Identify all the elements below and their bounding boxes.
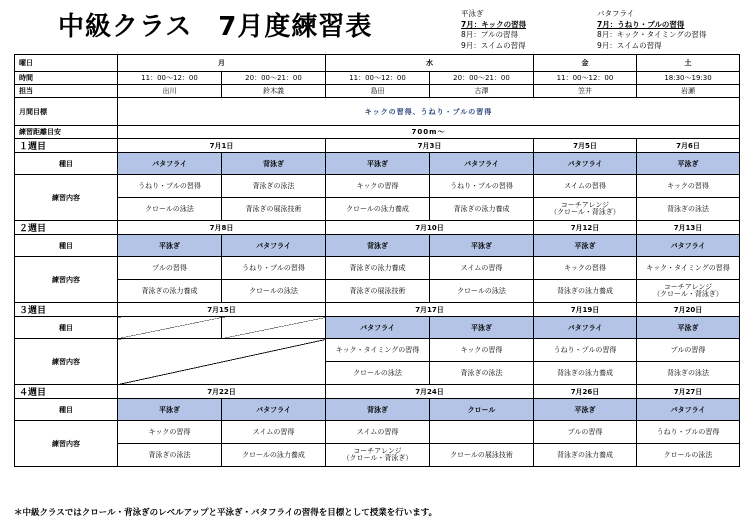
day-wednesday: 水 xyxy=(326,55,534,72)
content-cell: クロールの泳力養成 xyxy=(326,198,430,221)
content-label: 練習内容 xyxy=(15,339,118,385)
breaststroke-plan-note xyxy=(461,9,526,51)
date-cell: 7月8日 xyxy=(118,221,326,235)
goal-label: 月間目標 xyxy=(15,98,118,126)
staff-cell: 出川 xyxy=(118,85,222,98)
stroke-cell: バタフライ xyxy=(637,399,740,421)
time-cell: 20：00〜21：00 xyxy=(222,72,326,85)
stroke-cell: 平泳ぎ xyxy=(118,235,222,257)
monthly-goal: キックの習得、うねり・プルの習得 xyxy=(118,98,740,126)
staff-row xyxy=(15,85,740,98)
date-cell: 7月12日 xyxy=(534,221,637,235)
content-cell: 背泳ぎの泳法 xyxy=(430,362,534,385)
stroke-cell: 平泳ぎ xyxy=(430,317,534,339)
content-cell: クロールの泳法 xyxy=(430,280,534,303)
content-cell: スイムの習得 xyxy=(222,421,326,444)
content-row xyxy=(15,198,740,221)
date-cell: 7月19日 xyxy=(534,303,637,317)
note-line: 7月：キックの習得 xyxy=(461,19,527,29)
page-title xyxy=(58,6,372,43)
stroke-row xyxy=(15,317,740,339)
stroke-row xyxy=(15,153,740,175)
date-cell: 7月13日 xyxy=(637,221,740,235)
content-cell: 背泳ぎの泳力養成 xyxy=(430,198,534,221)
content-cell: コーチアレンジ （クロール・背泳ぎ） xyxy=(637,280,740,303)
content-cell: うねり・プルの習得 xyxy=(222,257,326,280)
stroke-cell: 平泳ぎ xyxy=(637,317,740,339)
content-cell: キックの習得 xyxy=(637,175,740,198)
content-cell: プルの習得 xyxy=(534,421,637,444)
date-cell: 7月1日 xyxy=(118,139,326,153)
stroke-label: 種目 xyxy=(15,153,118,175)
distance-target: 700m〜 xyxy=(118,126,740,139)
content-cell: クロールの泳法 xyxy=(326,362,430,385)
butterfly-plan-note xyxy=(597,9,706,51)
week-date-row xyxy=(15,385,740,399)
stroke-cell: 背泳ぎ xyxy=(326,399,430,421)
date-cell: 7月15日 xyxy=(118,303,326,317)
content-cell: 背泳ぎの展泳技術 xyxy=(222,198,326,221)
stroke-cell: バタフライ xyxy=(326,317,430,339)
time-cell: 11：00〜12：00 xyxy=(326,72,430,85)
content-label: 練習内容 xyxy=(15,175,118,221)
week-date-row xyxy=(15,139,740,153)
content-cell: コーチアレンジ （クロール・背泳ぎ） xyxy=(534,198,637,221)
stroke-cell: バタフライ xyxy=(430,153,534,175)
content-cell: 背泳ぎの泳力養成 xyxy=(534,444,637,467)
staff-cell: 島田 xyxy=(326,85,430,98)
practice-schedule-table xyxy=(14,54,740,467)
note-line: バタフライ xyxy=(597,9,635,18)
stroke-label: 種目 xyxy=(15,317,118,339)
footer-note: ＊中級クラスではクロール・背泳ぎのレベルアップと平泳ぎ・バタフライの習得を目標として授業を行います。 xyxy=(14,508,438,518)
no-class-cell xyxy=(118,317,222,339)
note-line: 8月：キック・タイミングの習得 xyxy=(597,30,707,39)
content-cell: キック・タイミングの習得 xyxy=(326,339,430,362)
content-cell: クロールの泳力養成 xyxy=(222,444,326,467)
time-cell: 18:30〜19:30 xyxy=(637,72,740,85)
note-line: 7月：うねり・プルの習得 xyxy=(597,19,685,29)
content-cell: クロールの泳法 xyxy=(222,280,326,303)
stroke-cell: 平泳ぎ xyxy=(637,153,740,175)
stroke-cell: 平泳ぎ xyxy=(534,235,637,257)
staff-cell: 鈴木義 xyxy=(222,85,326,98)
content-cell: スイムの習得 xyxy=(430,257,534,280)
date-cell: 7月22日 xyxy=(118,385,326,399)
content-cell: コーチアレンジ （クロール・背泳ぎ） xyxy=(326,444,430,467)
content-cell: 背泳ぎの泳法 xyxy=(637,362,740,385)
stroke-row xyxy=(15,235,740,257)
staff-cell: 岩瀬 xyxy=(637,85,740,98)
stroke-cell: バタフライ xyxy=(637,235,740,257)
stroke-row xyxy=(15,399,740,421)
content-cell: 背泳ぎの泳法 xyxy=(637,198,740,221)
distance-label: 練習距離目安 xyxy=(15,126,118,139)
monthly-goal-row xyxy=(15,98,740,126)
content-row xyxy=(15,339,740,362)
content-cell: キック・タイミングの習得 xyxy=(637,257,740,280)
content-label: 練習内容 xyxy=(15,257,118,303)
stroke-cell: 平泳ぎ xyxy=(326,153,430,175)
time-row xyxy=(15,72,740,85)
note-line: 9月：スイムの習得 xyxy=(461,40,526,50)
content-cell: うねり・プルの習得 xyxy=(637,421,740,444)
title-main: 中級クラス xyxy=(58,12,193,42)
content-cell: クロールの展泳技術 xyxy=(430,444,534,467)
content-row xyxy=(15,280,740,303)
content-cell: キックの習得 xyxy=(118,421,222,444)
content-label: 練習内容 xyxy=(15,421,118,467)
date-cell: 7月26日 xyxy=(534,385,637,399)
content-row xyxy=(15,175,740,198)
content-cell: うねり・プルの習得 xyxy=(118,175,222,198)
time-label: 時間 xyxy=(15,72,118,85)
day-saturday: 土 xyxy=(637,55,740,72)
stroke-cell: バタフライ xyxy=(222,235,326,257)
content-cell: スイムの習得 xyxy=(534,175,637,198)
content-cell: 背泳ぎの泳力養成 xyxy=(118,280,222,303)
stroke-cell: 背泳ぎ xyxy=(222,153,326,175)
note-line: 9月：スイムの習得 xyxy=(597,40,662,50)
day-monday: 月 xyxy=(118,55,326,72)
week-label: ３週目 xyxy=(15,303,118,317)
content-cell: クロールの泳法 xyxy=(637,444,740,467)
no-class-cell xyxy=(118,339,326,385)
content-cell: プルの習得 xyxy=(637,339,740,362)
content-cell: 背泳ぎの泳力養成 xyxy=(534,280,637,303)
week-label: ４週目 xyxy=(15,385,118,399)
title-sub: 7月度練習表 xyxy=(218,12,373,42)
content-cell: キックの習得 xyxy=(430,339,534,362)
stroke-cell: バタフライ xyxy=(222,399,326,421)
time-cell: 11：00〜12：00 xyxy=(118,72,222,85)
content-cell: 背泳ぎの泳力養成 xyxy=(534,362,637,385)
date-cell: 7月3日 xyxy=(326,139,534,153)
content-cell: うねり・プルの習得 xyxy=(534,339,637,362)
staff-label: 担当 xyxy=(15,85,118,98)
staff-cell: 笠井 xyxy=(534,85,637,98)
time-cell: 20：00〜21：00 xyxy=(430,72,534,85)
note-line: 8月：プルの習得 xyxy=(461,30,518,39)
stroke-cell: クロール xyxy=(430,399,534,421)
date-cell: 7月17日 xyxy=(326,303,534,317)
day-friday: 金 xyxy=(534,55,637,72)
date-cell: 7月10日 xyxy=(326,221,534,235)
content-row xyxy=(15,421,740,444)
content-cell: 背泳ぎの泳力養成 xyxy=(326,257,430,280)
no-class-cell xyxy=(222,317,326,339)
content-cell: キックの習得 xyxy=(534,257,637,280)
week-date-row xyxy=(15,221,740,235)
content-cell: 背泳ぎの泳法 xyxy=(118,444,222,467)
weekday-label: 曜日 xyxy=(15,55,118,72)
stroke-label: 種目 xyxy=(15,399,118,421)
time-cell: 11：00〜12：00 xyxy=(534,72,637,85)
stroke-cell: 平泳ぎ xyxy=(430,235,534,257)
note-line: 平泳ぎ xyxy=(461,9,484,18)
content-cell: クロールの泳法 xyxy=(118,198,222,221)
content-cell: キックの習得 xyxy=(326,175,430,198)
stroke-cell: 平泳ぎ xyxy=(534,399,637,421)
stroke-cell: バタフライ xyxy=(534,317,637,339)
stroke-cell: バタフライ xyxy=(118,153,222,175)
content-row xyxy=(15,444,740,467)
content-cell: プルの習得 xyxy=(118,257,222,280)
content-cell: うねり・プルの習得 xyxy=(430,175,534,198)
stroke-label: 種目 xyxy=(15,235,118,257)
content-cell: スイムの習得 xyxy=(326,421,430,444)
stroke-cell: 背泳ぎ xyxy=(326,235,430,257)
week-date-row xyxy=(15,303,740,317)
date-cell: 7月24日 xyxy=(326,385,534,399)
weekday-row xyxy=(15,55,740,72)
date-cell: 7月5日 xyxy=(534,139,637,153)
week-label: １週目 xyxy=(15,139,118,153)
content-cell: 背泳ぎの泳法 xyxy=(222,175,326,198)
distance-row xyxy=(15,126,740,139)
date-cell: 7月20日 xyxy=(637,303,740,317)
stroke-cell: 平泳ぎ xyxy=(118,399,222,421)
content-cell: 背泳ぎの展泳技術 xyxy=(326,280,430,303)
staff-cell: 古澤 xyxy=(430,85,534,98)
content-row xyxy=(15,257,740,280)
date-cell: 7月27日 xyxy=(637,385,740,399)
stroke-cell: バタフライ xyxy=(534,153,637,175)
week-label: ２週目 xyxy=(15,221,118,235)
content-cell xyxy=(430,421,534,444)
date-cell: 7月6日 xyxy=(637,139,740,153)
